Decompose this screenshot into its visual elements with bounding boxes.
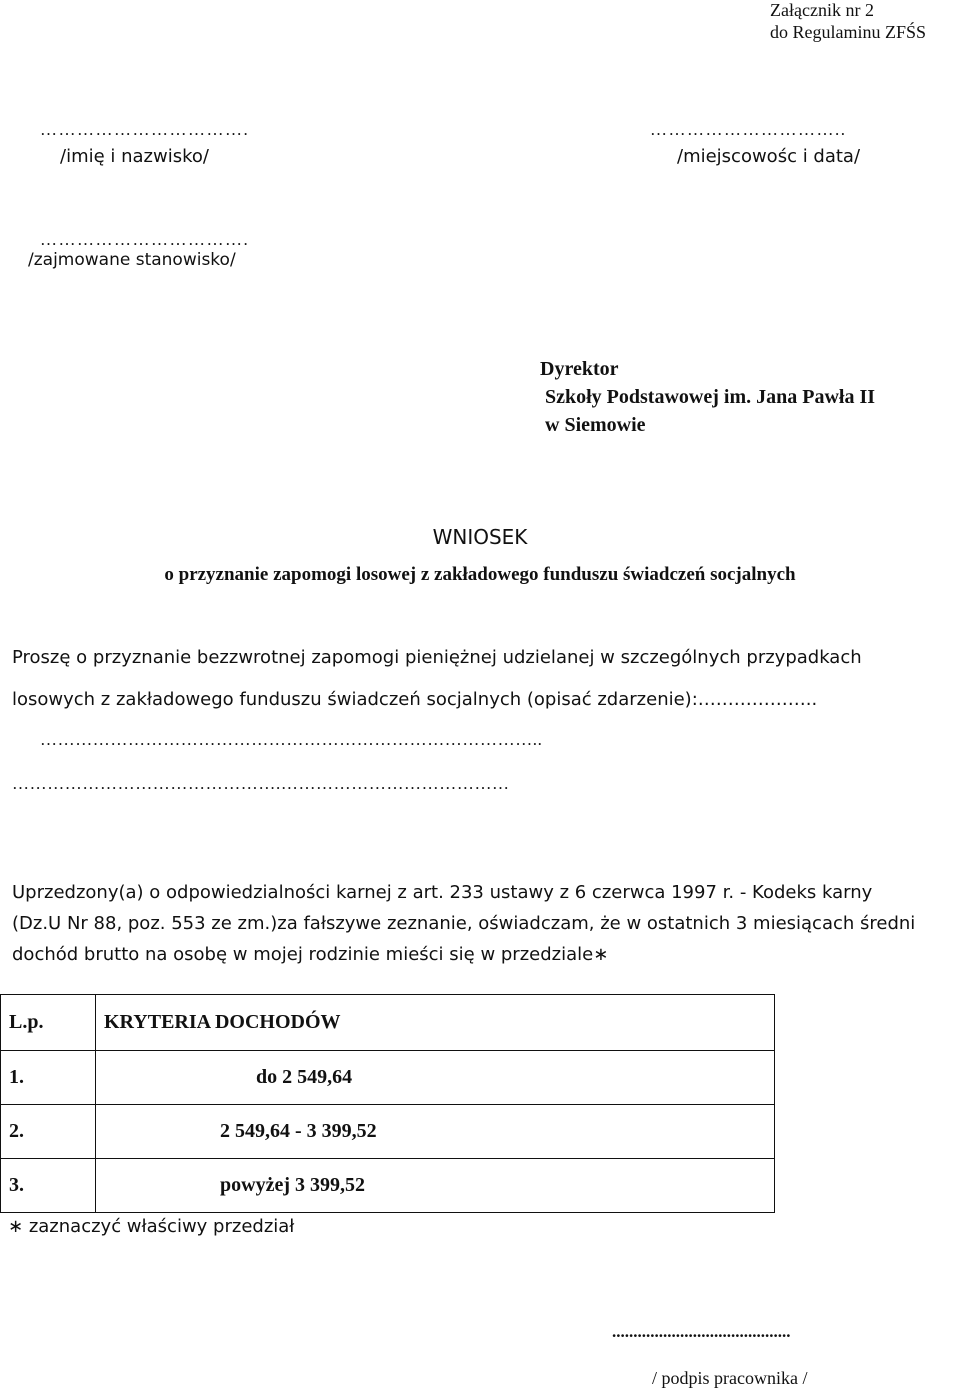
footnote: ∗ zaznaczyć właściwy przedział	[8, 1216, 295, 1237]
document-heading: WNIOSEK	[432, 525, 528, 549]
table-header-row	[1, 995, 775, 1051]
row-1-range: do 2 549,64	[96, 1051, 775, 1105]
table-row	[1, 1051, 775, 1105]
income-criteria-table	[0, 994, 775, 1213]
name-dots: …………………………….	[40, 120, 250, 139]
annex-number: Załącznik nr 2	[770, 0, 874, 20]
description-dots-1: …………………………………………………………………………..	[40, 730, 543, 749]
place-date-label: /miejscowośc i data/	[677, 146, 861, 167]
row-3-range: powyżej 3 399,52	[96, 1159, 775, 1213]
footnote-asterisk: ∗	[8, 1216, 24, 1237]
addressee-title: Dyrektor	[540, 358, 619, 380]
signature-label: / podpis pracownika /	[652, 1368, 808, 1388]
header-criteria: KRYTERIA DOCHODÓW	[96, 995, 775, 1051]
position-dots: …………………………….	[40, 230, 250, 249]
description-dots-2: ……………………………………….…………………………………	[12, 774, 510, 793]
addressee-location: w Siemowie	[545, 414, 646, 436]
name-label: /imię i nazwisko/	[60, 146, 209, 167]
declaration-line-1: Uprzedzony(a) o odpowiedzialności karnej z art. 233 ustawy z 6 czerwca 1997 r. - Kodeks karny	[12, 882, 873, 903]
annex-regulation: do Regulaminu ZFŚS	[770, 22, 927, 42]
row-1-number: 1.	[1, 1051, 96, 1105]
request-line-1: Proszę o przyznanie bezzwrotnej zapomogi pieniężnej udzielanej w szczególnych przypadkach	[12, 647, 862, 668]
declaration-line-2: (Dz.U Nr 88, poz. 553 ze zm.)za fałszywe zeznanie, oświadczam, że w ostatnich 3 miesiącach średni	[12, 913, 916, 934]
table-row	[1, 1159, 775, 1213]
asterisk-marker: ∗	[593, 944, 609, 965]
table-row	[1, 1105, 775, 1159]
declaration-line-3: dochód brutto na osobę w mojej rodzinie mieści się w przedziale∗	[12, 944, 609, 965]
header-lp: L.p.	[1, 995, 96, 1051]
place-date-dots: …………………………..	[650, 120, 847, 139]
position-label: /zajmowane stanowisko/	[28, 250, 236, 270]
document-subheading: o przyznanie zapomogi losowej z zakładowego funduszu świadczeń socjalnych	[164, 564, 796, 585]
request-line-2: losowych z zakładowego funduszu świadczeń socjalnych (opisać zdarzenie):………………..	[12, 689, 818, 710]
signature-dots: ..........................................	[612, 1322, 791, 1341]
row-3-number: 3.	[1, 1159, 96, 1213]
row-2-number: 2.	[1, 1105, 96, 1159]
addressee-school: Szkoły Podstawowej im. Jana Pawła II	[545, 386, 876, 408]
row-2-range: 2 549,64 - 3 399,52	[96, 1105, 775, 1159]
